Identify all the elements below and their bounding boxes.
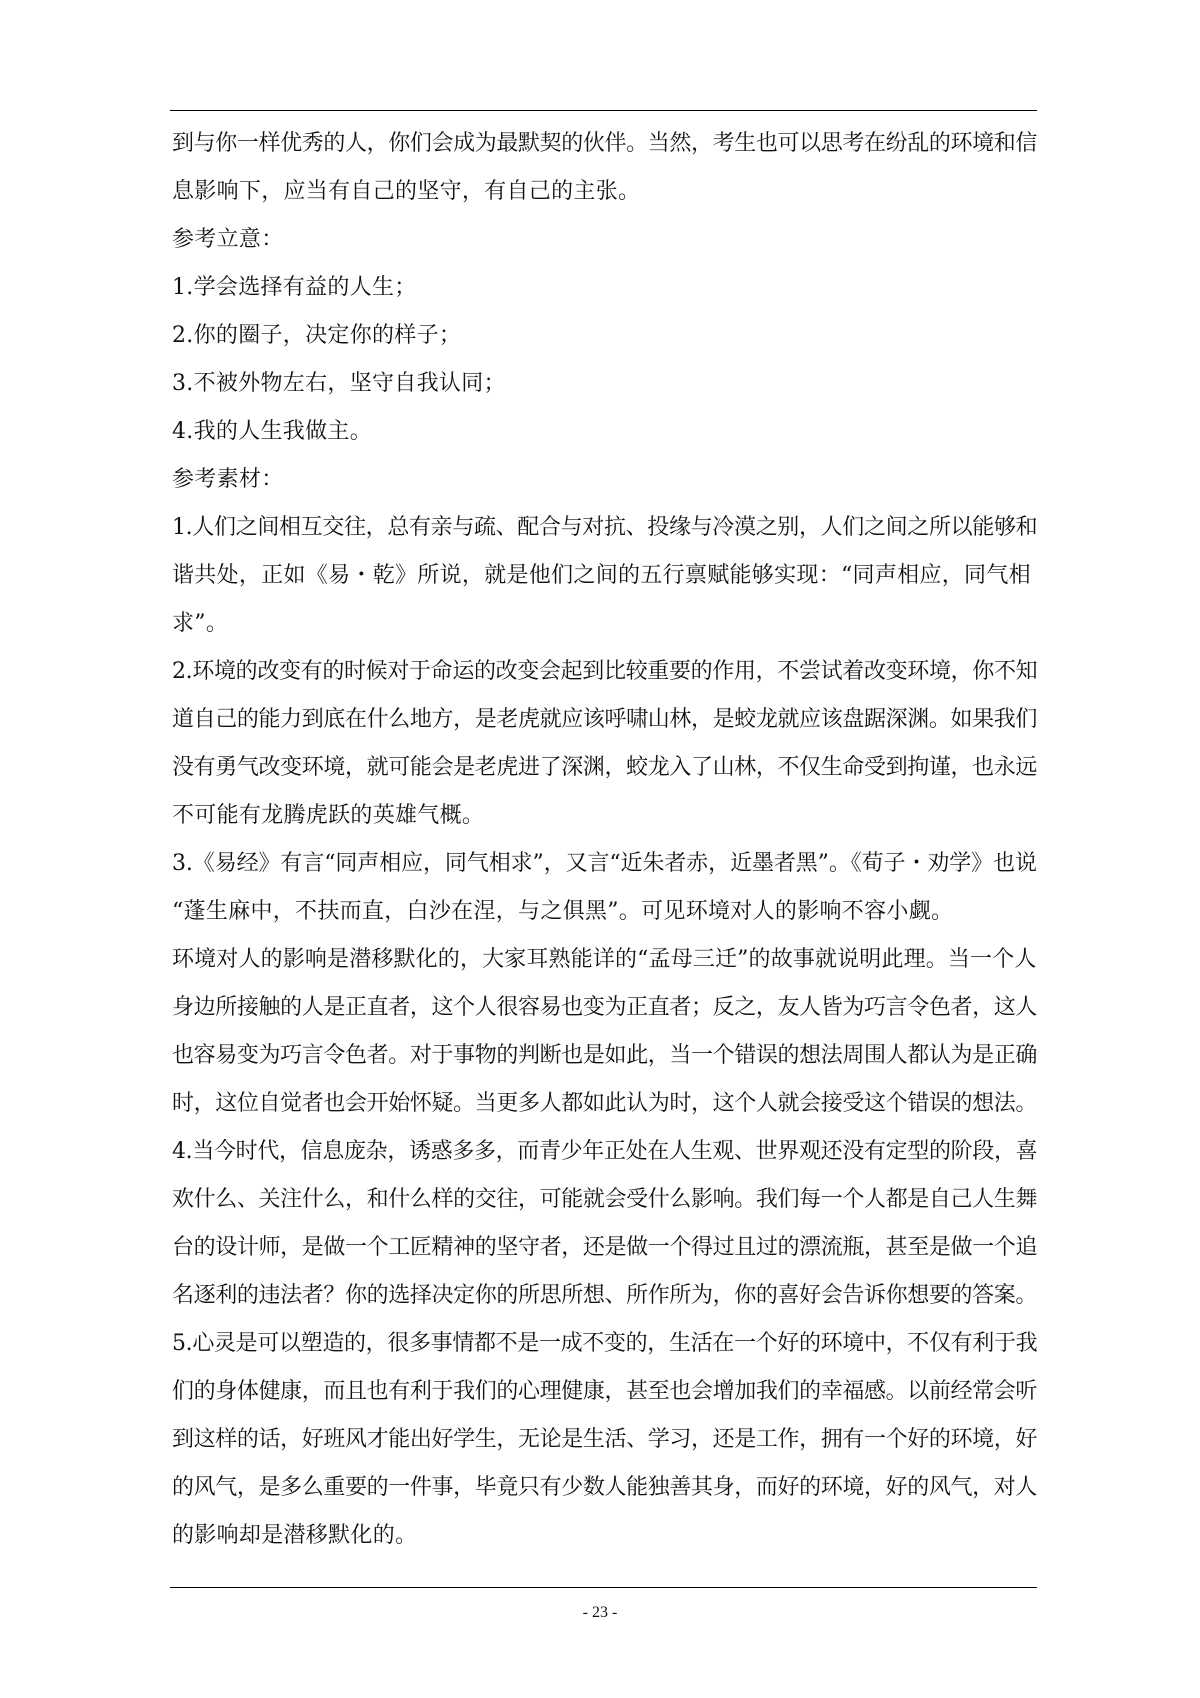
text-line: 的影响却是潜移默化的。	[172, 1523, 418, 1548]
text-line: 到这样的话，好班风才能出好学生，无论是生活、学习，还是工作，拥有一个好的环境，好	[172, 1427, 1038, 1452]
text-line: 5.心灵是可以塑造的，很多事情都不是一成不变的，生活在一个好的环境中，不仅有利于我	[172, 1331, 1038, 1356]
text-line: 不可能有龙腾虎跃的英雄气概。	[172, 803, 485, 828]
text-line: 求”。	[172, 611, 229, 636]
text-line: 台的设计师，是做一个工匠精神的坚守者，还是做一个得过且过的漂流瓶，甚至是做一个追	[172, 1235, 1038, 1260]
text-line: 谐共处，正如《易・乾》所说，就是他们之间的五行禀赋能够实现：“同声相应，同气相	[172, 563, 1031, 588]
text-line: 没有勇气改变环境，就可能会是老虎进了深渊，蛟龙入了山林，不仅生命受到拘谨，也永远	[172, 755, 1038, 780]
text-line: 3.不被外物左右，坚守自我认同；	[172, 371, 506, 396]
document-body	[172, 128, 1037, 1568]
text-line: 也容易变为巧言令色者。对于事物的判断也是如此，当一个错误的想法周围人都认为是正确	[172, 1043, 1038, 1068]
text-line: 2.环境的改变有的时候对于命运的改变会起到比较重要的作用，不尝试着改变环境，你不知	[172, 659, 1038, 684]
text-line: 4.我的人生我做主。	[172, 419, 372, 444]
text-line: 时，这位自觉者也会开始怀疑。当更多人都如此认为时，这个人就会接受这个错误的想法。	[172, 1091, 1038, 1116]
text-line: 到与你一样优秀的人，你们会成为最默契的伙伴。当然，考生也可以思考在纷乱的环境和信	[172, 131, 1038, 156]
text-line: 3.《易经》有言“同声相应，同气相求”，又言“近朱者赤，近墨者黑”。《荀子・劝学》也说	[172, 851, 1037, 876]
text-line: 参考素材：	[172, 467, 284, 492]
text-line: 名逐利的违法者？你的选择决定你的所思所想、所作所为，你的喜好会告诉你想要的答案。	[172, 1283, 1038, 1308]
text-line: 欢什么、关注什么，和什么样的交往，可能就会受什么影响。我们每一个人都是自己人生舞	[172, 1187, 1038, 1212]
text-line: 道自己的能力到底在什么地方，是老虎就应该呼啸山林，是蛟龙就应该盘踞深渊。如果我们	[172, 707, 1038, 732]
text-line: 1.人们之间相互交往，总有亲与疏、配合与对抗、投缘与冷漠之别，人们之间之所以能够和	[172, 515, 1038, 540]
text-line: 环境对人的影响是潜移默化的，大家耳熟能详的“孟母三迁”的故事就说明此理。当一个人	[172, 947, 1037, 972]
header-rule	[170, 110, 1037, 111]
text-line: “蓬生麻中，不扶而直，白沙在涅，与之俱黑”。可见环境对人的影响不容小觑。	[172, 899, 954, 924]
text-line: 息影响下，应当有自己的坚守，有自己的主张。	[172, 179, 641, 204]
text-line: 4.当今时代，信息庞杂，诱惑多多，而青少年正处在人生观、世界观还没有定型的阶段，喜	[172, 1139, 1038, 1164]
text-line: 身边所接触的人是正直者，这个人很容易也变为正直者；反之，友人皆为巧言令色者，这人	[172, 995, 1038, 1020]
text-line: 参考立意：	[172, 227, 284, 252]
text-line: 2.你的圈子，决定你的样子；	[172, 323, 462, 348]
text-line: 的风气，是多么重要的一件事，毕竟只有少数人能独善其身，而好的环境，好的风气，对人	[172, 1475, 1038, 1500]
footer-rule	[170, 1587, 1037, 1588]
text-line: 们的身体健康，而且也有利于我们的心理健康，甚至也会增加我们的幸福感。以前经常会听	[172, 1379, 1038, 1404]
page-number: - 23 -	[582, 1604, 618, 1621]
text-line: 1.学会选择有益的人生；	[172, 275, 417, 300]
